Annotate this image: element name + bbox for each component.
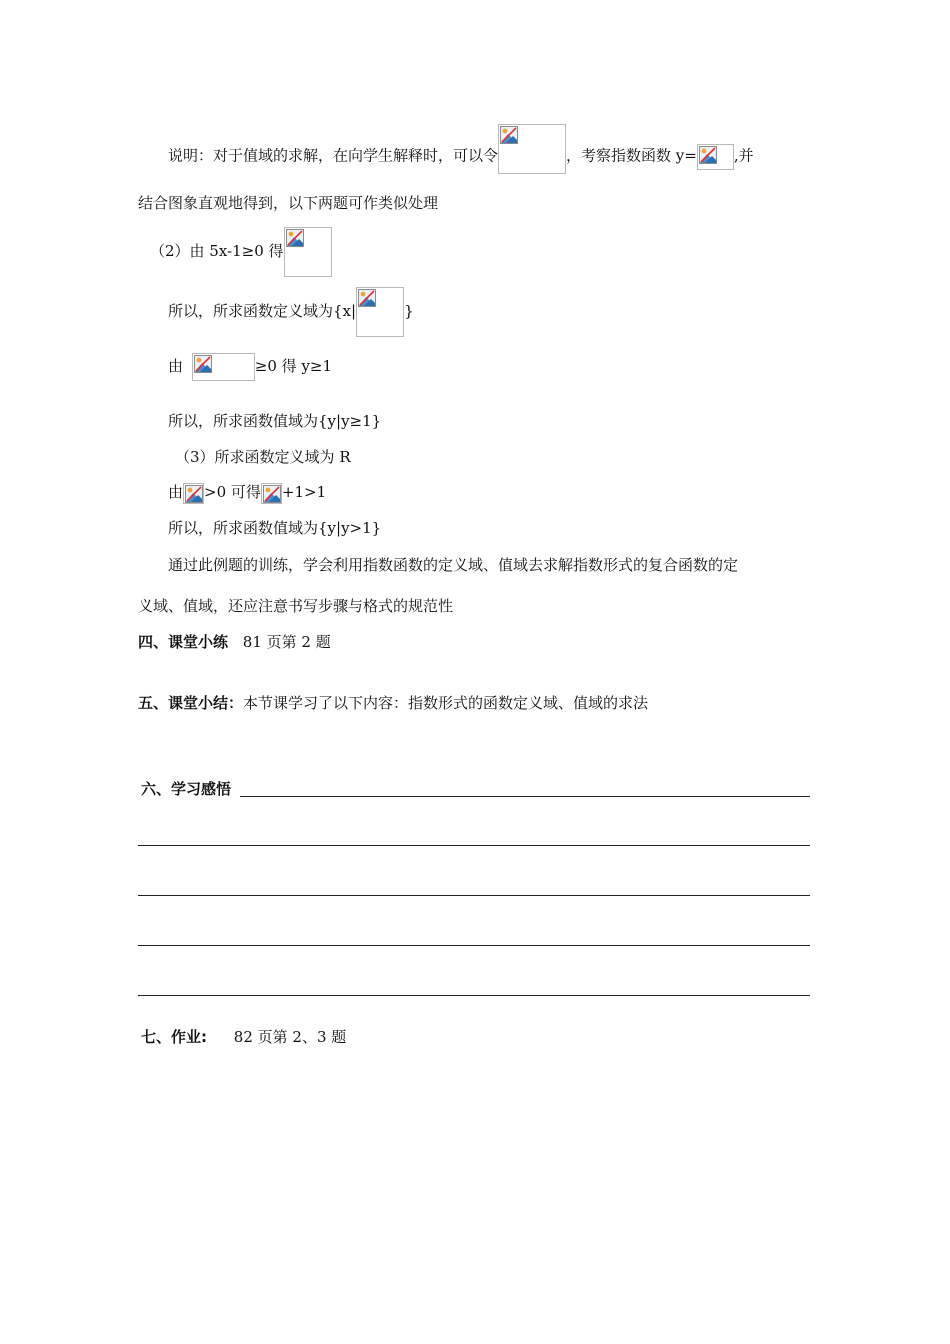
broken-image-icon bbox=[286, 229, 304, 247]
broken-image-icon bbox=[358, 289, 376, 307]
part3-condition bbox=[168, 482, 326, 504]
part3-plus: +1>1 bbox=[281, 483, 327, 501]
formula-image-2 bbox=[697, 144, 734, 170]
section-7-heading: 七、作业: bbox=[141, 1028, 207, 1046]
summary-line-2: 义域、值域，还应注意书写步骤与格式的规范性 bbox=[138, 597, 454, 615]
part2-domain bbox=[168, 301, 414, 337]
broken-image-icon bbox=[500, 126, 518, 144]
explain-text-3: ,并 bbox=[733, 146, 754, 165]
section-4-text: 81 页第 2 题 bbox=[242, 633, 331, 651]
part2-domain-suffix: } bbox=[404, 302, 414, 320]
section-4 bbox=[138, 632, 331, 652]
part2-condition bbox=[168, 353, 332, 381]
part2-by: 由 bbox=[168, 357, 184, 375]
part3-intro: （3）所求函数定义域为 R bbox=[175, 448, 351, 466]
formula-image-6 bbox=[183, 483, 204, 504]
explain-text-2: ，考察指数函数 y= bbox=[566, 146, 697, 165]
section-7 bbox=[141, 1027, 346, 1047]
broken-image-icon bbox=[263, 485, 281, 503]
section-4-heading: 四、课堂小练 bbox=[138, 633, 229, 651]
broken-image-icon bbox=[699, 146, 717, 164]
formula-image-5 bbox=[192, 353, 255, 381]
formula-image-1 bbox=[498, 124, 566, 174]
explain-text-1: 说明：对于值域的求解，在向学生解释时，可以令 bbox=[168, 146, 499, 165]
part3-gt: >0 可得 bbox=[204, 483, 261, 501]
section-5-heading: 五、课堂小结： bbox=[138, 694, 244, 712]
formula-image-7 bbox=[261, 483, 282, 504]
writing-line-4 bbox=[138, 945, 810, 946]
part2-range: 所以，所求函数值域为{y|y≥1} bbox=[168, 412, 382, 430]
explain-line-1 bbox=[168, 139, 754, 174]
writing-line-1 bbox=[240, 796, 810, 797]
explain-line-2: 结合图象直观地得到，以下两题可作类似处理 bbox=[138, 194, 439, 212]
broken-image-icon bbox=[185, 485, 203, 503]
section-6-heading bbox=[141, 779, 231, 799]
formula-image-3 bbox=[284, 227, 332, 277]
section-7-text: 82 页第 2、3 题 bbox=[233, 1028, 347, 1046]
writing-line-2 bbox=[138, 845, 810, 846]
broken-image-icon bbox=[194, 355, 212, 373]
section-5 bbox=[138, 693, 648, 713]
part3-range: 所以，所求函数值域为{y|y>1} bbox=[168, 519, 382, 537]
part2-intro bbox=[150, 241, 332, 277]
part2-cond-text: ≥0 得 y≥1 bbox=[254, 357, 333, 375]
writing-line-5 bbox=[138, 995, 810, 996]
writing-line-3 bbox=[138, 895, 810, 896]
part3-by: 由 bbox=[168, 483, 184, 501]
section-6-heading-text: 六、学习感悟 bbox=[141, 780, 232, 798]
section-5-text: 本节课学习了以下内容：指数形式的函数定义域、值域的求法 bbox=[243, 694, 649, 712]
formula-image-4 bbox=[356, 287, 404, 337]
summary-line-1: 通过此例题的训练，学会利用指数函数的定义域、值域去求解指数形式的复合函数的定 bbox=[168, 556, 739, 574]
part2-domain-prefix: 所以，所求函数定义域为{x| bbox=[168, 302, 357, 320]
part2-intro-text: （2）由 5x-1≥0 得 bbox=[150, 242, 284, 260]
